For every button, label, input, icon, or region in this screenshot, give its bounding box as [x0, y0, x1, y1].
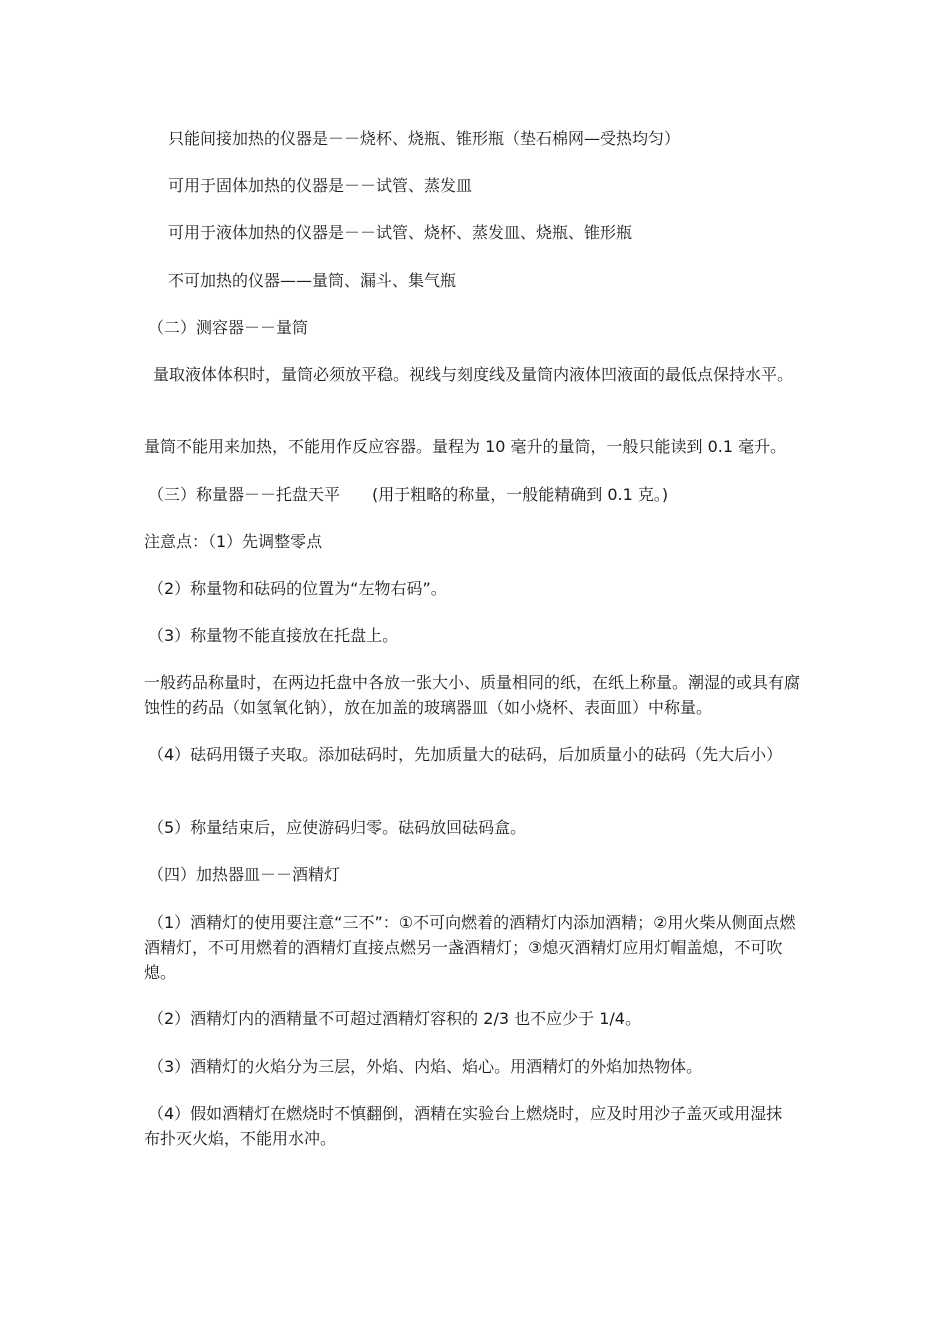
paragraph-liquid-heating: 可用于液体加热的仪器是－－试管、烧杯、蒸发皿、烧瓶、锥形瓶 — [168, 223, 633, 242]
paragraph-left-object-right-weight: （2）称量物和砝码的位置为“左物右码”。 — [148, 579, 447, 598]
paragraph-notes-zero: 注意点：（1）先调整零点 — [144, 532, 323, 551]
paragraph-three-nots: （1）酒精灯的使用要注意“三不”：①不可向燃着的酒精灯内添加酒精；②用火柴从侧面点燃酒精灯，不可用燃着的酒精灯直接点燃另一盏酒精灯；③熄灭酒精灯应用灯帽盖熄，不可吹熄。 — [144, 913, 796, 982]
paragraph-alcohol-amount: （2）酒精灯内的酒精量不可超过酒精灯容积的 2/3 也不应少于 1/4。 — [148, 1009, 641, 1028]
paragraph-weighing-paper: 一般药品称量时，在两边托盘中各放一张大小、质量相同的纸，在纸上称量。潮湿的或具有腐蚀性的药品（如氢氧化钠），放在加盖的玻璃器皿（如小烧杯、表面皿）中称量。 — [144, 673, 801, 717]
paragraph-indirect-heating: 只能间接加热的仪器是－－烧杯、烧瓶、锥形瓶（垫石棉网—受热均匀） — [168, 129, 681, 148]
paragraph-non-heatable: 不可加热的仪器——量筒、漏斗、集气瓶 — [168, 271, 457, 290]
paragraph-not-on-tray: （3）称量物不能直接放在托盘上。 — [148, 626, 399, 645]
heading-balance: （三）称量器－－托盘天平 (用于粗略的称量，一般能精确到 0.1 克。) — [148, 485, 669, 504]
paragraph-tweezers: （4）砝码用镊子夹取。添加砝码时，先加质量大的砝码，后加质量小的砝码（先大后小） — [148, 745, 783, 764]
paragraph-lamp-fire: （4）假如酒精灯在燃烧时不慎翻倒，酒精在实验台上燃烧时，应及时用沙子盖灭或用湿抹布扑灭火焰，不能用水冲。 — [144, 1104, 783, 1148]
heading-alcohol-lamp: （四）加热器皿－－酒精灯 — [148, 865, 341, 884]
paragraph-cylinder-not-heated: 量筒不能用来加热，不能用作反应容器。量程为 10 毫升的量筒，一般只能读到 0.1 毫升。 — [144, 437, 787, 456]
paragraph-reset-rider: （5）称量结束后，应使游码归零。砝码放回砝码盒。 — [148, 818, 527, 837]
paragraph-flame-layers: （3）酒精灯的火焰分为三层，外焰、内焰、焰心。用酒精灯的外焰加热物体。 — [148, 1057, 703, 1076]
paragraph-solid-heating: 可用于固体加热的仪器是－－试管、蒸发皿 — [168, 176, 473, 195]
heading-measuring-cylinder: （二）测容器－－量筒 — [148, 318, 309, 337]
paragraph-measuring-volume: 量取液体体积时，量筒必须放平稳。视线与刻度线及量筒内液体凹液面的最低点保持水平。 — [153, 365, 794, 384]
